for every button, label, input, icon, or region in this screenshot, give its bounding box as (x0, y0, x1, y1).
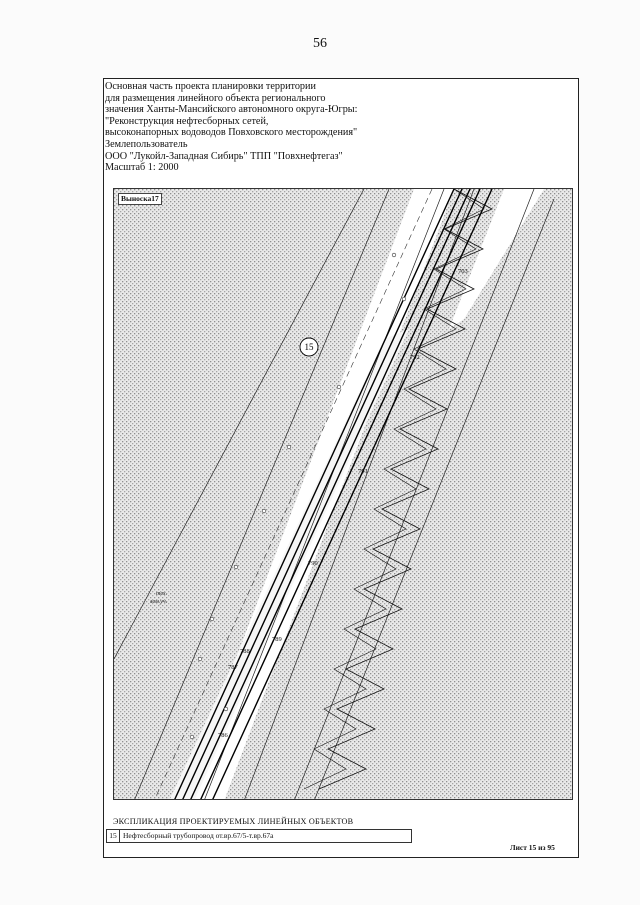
point-label: 792 (410, 354, 420, 361)
sheet-label: Лист 15 из 95 (510, 843, 555, 852)
title-line: ООО "Лукойл-Западная Сибирь" ТПП "Повхнефтегаз" (105, 150, 343, 162)
title-line: Землепользователь (105, 138, 188, 150)
title-block (103, 78, 375, 174)
explication-row-number: 15 (107, 830, 120, 842)
title-line: "Реконструкция нефтесборных сетей, (105, 115, 269, 127)
point-label: 787 (228, 664, 238, 671)
title-line: Основная часть проекта планировки территории (105, 81, 316, 92)
point-label: 789 (272, 636, 282, 643)
map-background (114, 189, 573, 800)
callout-label: Выноска17 (118, 193, 162, 205)
point-label: 786 (218, 732, 228, 739)
point-label: 790 (308, 560, 318, 567)
explication-title: ЭКСПЛИКАЦИЯ ПРОЕКТИРУЕМЫХ ЛИНЕЙНЫХ ОБЪЕКТОВ (113, 817, 354, 826)
map-svg (114, 189, 573, 800)
object-number: 15 (304, 342, 314, 352)
point-label: 703 (458, 268, 468, 275)
title-line: Масштаб 1: 2000 (105, 162, 179, 174)
side-note-line: тех. (156, 591, 168, 597)
page-number: 56 (313, 36, 327, 51)
title-line: высоконапорных водоводов Повховского месторождения" (105, 127, 358, 139)
explication-row-description: Нефтесборный трубопровод от.вр.67/5-т.вр.67а (123, 831, 274, 840)
point-label: 788 (240, 648, 250, 655)
title-line: значения Ханты-Мансийского автономного округа-Югры: (105, 104, 358, 116)
title-line: для размещения линейного объекта регионального (105, 92, 326, 104)
side-note-line: зем.уч. (150, 599, 168, 605)
map-drawing (113, 188, 573, 800)
point-label: 791 (358, 468, 368, 475)
explication-table (106, 829, 412, 843)
